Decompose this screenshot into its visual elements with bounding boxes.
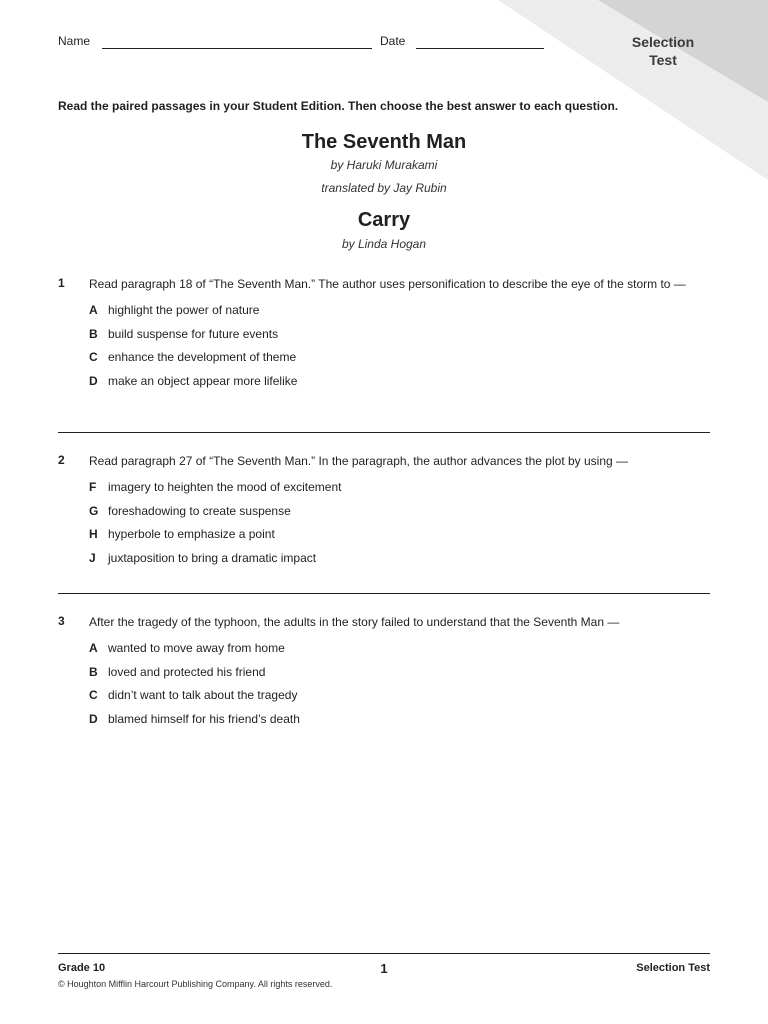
option-text: highlight the power of nature: [108, 303, 260, 317]
section-divider: [58, 593, 710, 594]
badge-line-2: Test: [649, 52, 677, 68]
passage-title: The Seventh Man: [301, 131, 467, 153]
option-text: wanted to move away from home: [108, 641, 285, 655]
passage-translator: translated by Jay Rubin: [321, 181, 447, 195]
option-text: imagery to heighten the mood of excitement: [108, 480, 342, 494]
footer-copyright: © Houghton Mifflin Harcourt Publishing Company. All rights reserved.: [58, 979, 333, 989]
name-label: Name: [58, 34, 91, 48]
answer-option[interactable]: [89, 711, 710, 735]
option-letter: A: [89, 641, 98, 655]
question-number: 3: [58, 614, 65, 628]
option-text: juxtaposition to bring a dramatic impact: [108, 550, 317, 565]
question-number: 2: [58, 453, 65, 467]
answer-option[interactable]: [89, 326, 710, 350]
footer-divider: [58, 953, 710, 954]
option-text: loved and protected his friend: [108, 664, 266, 679]
question-stem: Read paragraph 18 of “The Seventh Man.” The author uses personification to describe the eye of the storm to —: [89, 277, 686, 291]
answer-option[interactable]: [89, 664, 710, 688]
question-number: 1: [58, 276, 65, 290]
option-text: foreshadowing to create suspense: [108, 503, 291, 518]
option-text: blamed himself for his friend’s death: [108, 711, 300, 726]
name-field[interactable]: [102, 48, 372, 49]
option-text: didn’t want to talk about the tragedy: [108, 688, 298, 702]
option-letter: F: [89, 480, 97, 494]
option-letter: B: [89, 326, 98, 341]
option-letter: H: [89, 527, 98, 541]
question: [58, 614, 710, 734]
footer-grade: Grade 10: [58, 962, 106, 974]
selection-test-badge: [620, 33, 706, 69]
passage-author: by Haruki Murakami: [330, 158, 438, 172]
answer-option[interactable]: [89, 503, 710, 527]
date-label: Date: [380, 34, 406, 48]
option-letter: C: [89, 688, 98, 702]
option-text: enhance the development of theme: [108, 350, 297, 364]
answer-option[interactable]: [89, 687, 710, 711]
option-letter: G: [89, 503, 99, 518]
question-stem: Read paragraph 27 of “The Seventh Man.” In the paragraph, the author advances the plot by using —: [89, 454, 629, 468]
answer-options: [89, 302, 710, 396]
answer-option[interactable]: [89, 302, 710, 326]
option-text: make an object appear more lifelike: [108, 373, 298, 388]
option-text: hyperbole to emphasize a point: [108, 527, 275, 541]
answer-option[interactable]: [89, 373, 710, 397]
question: [58, 276, 710, 396]
answer-option[interactable]: [89, 640, 710, 664]
passage-title: Carry: [357, 209, 411, 231]
section-divider: [58, 432, 710, 433]
answer-option[interactable]: [89, 349, 710, 373]
question: [58, 453, 710, 573]
option-text: build suspense for future events: [108, 326, 279, 341]
page-number: 1: [380, 961, 388, 976]
instructions: Read the paired passages in your Student Edition. Then choose the best answer to each question.: [58, 99, 619, 113]
passage-author: by Linda Hogan: [341, 237, 427, 251]
badge-line-1: Selection: [631, 34, 695, 50]
question-stem: After the tragedy of the typhoon, the adults in the story failed to understand that the Seventh Man —: [89, 615, 620, 629]
option-letter: B: [89, 664, 98, 679]
answer-options: [89, 479, 710, 573]
footer-section: Selection Test: [636, 962, 710, 974]
option-letter: A: [89, 303, 98, 317]
answer-options: [89, 640, 710, 734]
option-letter: J: [89, 550, 96, 565]
date-field[interactable]: [416, 48, 544, 49]
answer-option[interactable]: [89, 526, 710, 550]
option-letter: C: [89, 350, 98, 364]
answer-option[interactable]: [89, 550, 710, 574]
option-letter: D: [89, 373, 98, 388]
option-letter: D: [89, 711, 98, 726]
answer-option[interactable]: [89, 479, 710, 503]
